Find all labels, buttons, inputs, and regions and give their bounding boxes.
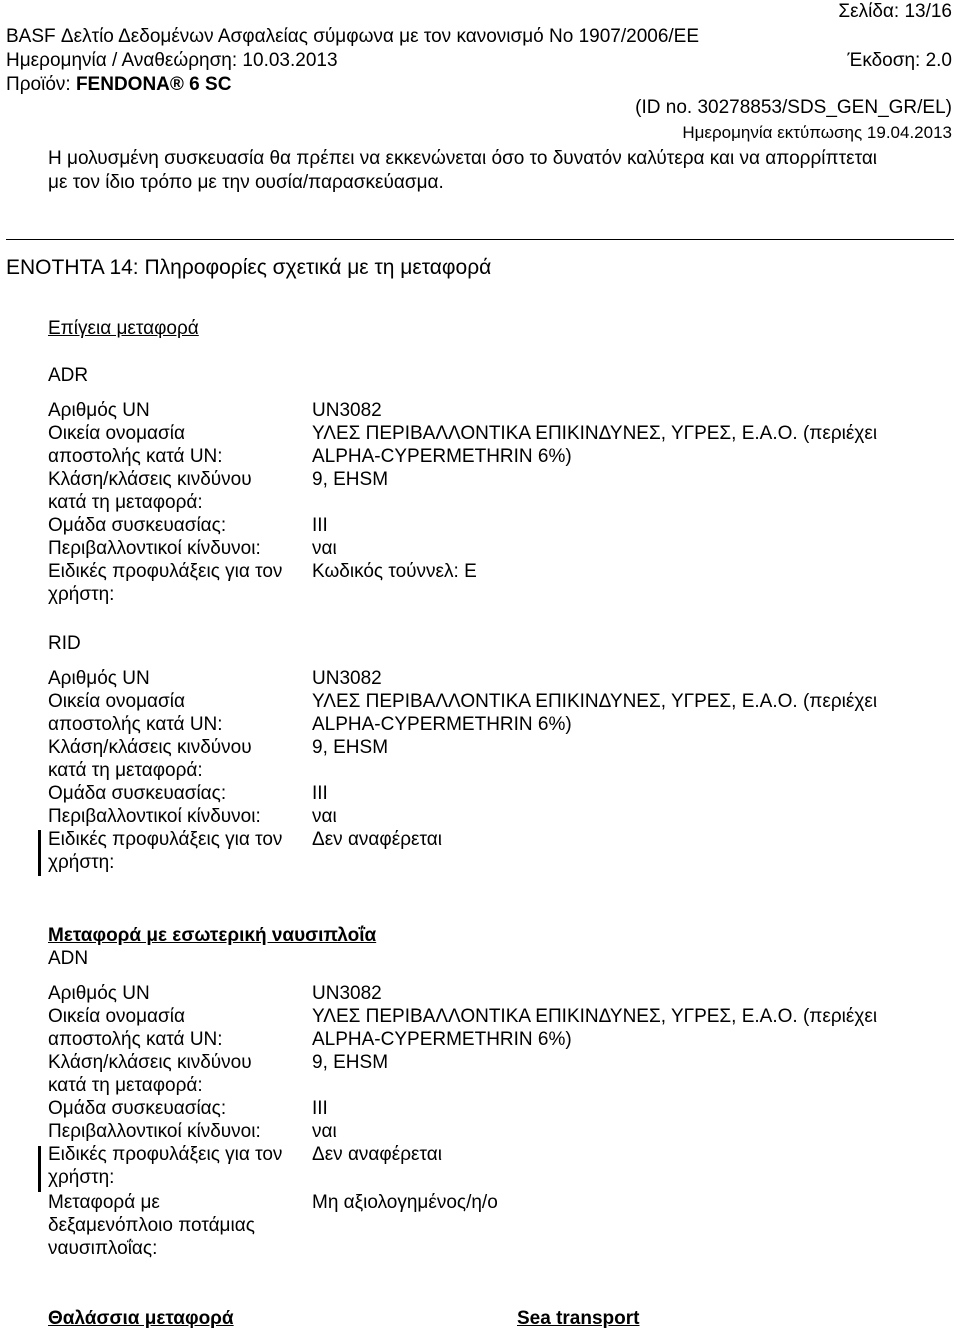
inland-transport-title: Μεταφορά με εσωτερική ναυσιπλοΐα [48,925,377,946]
adn-ship-value-1: ΥΛΕΣ ΠΕΡΙΒΑΛΛΟΝΤΙΚΑ ΕΠΙΚΙΝΔΥΝΕΣ, ΥΓΡΕΣ, Ε.Α.Ο. (περιέχει [312,1006,878,1027]
adr-env-label: Περιβαλλοντικοί κίνδυνοι: [48,538,261,559]
adr-ship-label-1: Οικεία ονομασία [48,423,185,444]
rid-class-label-2: κατά τη μεταφορά: [48,760,203,781]
adr-special-label-2: χρήστη: [48,584,115,605]
rid-env-row [48,805,948,828]
id-number: (ID no. 30278853/SDS_GEN_GR/EL) [635,97,952,118]
revision-bar [38,830,41,876]
adr-ship-value-2: ALPHA-CYPERMETHRIN 6%) [312,446,572,467]
rid-ship-label-1: Οικεία ονομασία [48,691,185,712]
adn-tank-label-3: ναυσιπλοΐας: [48,1238,158,1259]
adn-un-row [48,982,948,1005]
revision-bar [38,1146,41,1192]
adn-env-label: Περιβαλλοντικοί κίνδυνοι: [48,1121,261,1142]
rid-ship-value-2: ALPHA-CYPERMETHRIN 6%) [312,714,572,735]
sea-transport-title-en: Sea transport [517,1308,640,1329]
adn-table [48,982,948,1260]
adn-ship-row [48,1005,948,1051]
adn-special-label-1: Ειδικές προφυλάξεις για τον [48,1144,283,1165]
rid-class-label-1: Κλάση/κλάσεις κινδύνου [48,737,252,758]
product-name: FENDONA® 6 SC [75,74,232,95]
page-number: Σελίδα: 13/16 [838,1,952,22]
rid-special-label-2: χρήστη: [48,852,115,873]
rid-table [48,667,948,874]
section-divider [6,239,954,240]
adr-class-label-2: κατά τη μεταφορά: [48,492,203,513]
adr-class-row [48,468,948,514]
intro-line-1: Η μολυσμένη συσκευασία θα πρέπει να εκκενώνεται όσο το δυνατόν καλύτερα και να απορρίπτεται [48,148,878,169]
product-label: Προϊόν: [6,74,71,95]
adr-heading: ADR [48,365,89,386]
rid-un-value: UN3082 [312,668,382,689]
rid-ship-value-1: ΥΛΕΣ ΠΕΡΙΒΑΛΛΟΝΤΙΚΑ ΕΠΙΚΙΝΔΥΝΕΣ, ΥΓΡΕΣ, Ε.Α.Ο. (περιέχει [312,691,878,712]
document-title: BASF Δελτίο Δεδομένων Ασφαλείας σύμφωνα με τον κανονισμό Νο 1907/2006/ΕΕ [6,26,700,47]
rid-un-row [48,667,948,690]
revision-date: Ημερομηνία / Αναθεώρηση: 10.03.2013 [6,50,338,71]
adn-un-label: Αριθμός UN [48,983,150,1004]
adn-pack-row [48,1097,948,1120]
adn-env-row [48,1120,948,1143]
adr-ship-value-1: ΥΛΕΣ ΠΕΡΙΒΑΛΛΟΝΤΙΚΑ ΕΠΙΚΙΝΔΥΝΕΣ, ΥΓΡΕΣ, Ε.Α.Ο. (περιέχει [312,423,878,444]
rid-pack-row [48,782,948,805]
adr-class-label-1: Κλάση/κλάσεις κινδύνου [48,469,252,490]
adr-un-row [48,399,948,422]
adr-special-row [48,560,948,606]
section-title: ΕΝΟΤΗΤΑ 14: Πληροφορίες σχετικά με τη μεταφορά [6,256,492,279]
rid-un-label: Αριθμός UN [48,668,150,689]
land-transport-title: Επίγεια μεταφορά [48,318,199,339]
adn-tank-label-2: δεξαμενόπλοιο ποτάμιας [48,1215,255,1236]
adr-class-value: 9, EHSM [312,469,389,490]
adr-special-label-1: Ειδικές προφυλάξεις για τον [48,561,283,582]
rid-class-value: 9, EHSM [312,737,389,758]
rid-pack-value: III [312,783,328,804]
adn-class-value: 9, EHSM [312,1052,389,1073]
adr-env-value: ναι [312,538,337,559]
adr-ship-row [48,422,948,468]
adr-special-value: Κωδικός τούννελ: E [312,561,477,582]
adr-env-row [48,537,948,560]
adn-tank-value: Μη αξιολογημένος/η/ο [312,1192,498,1213]
adn-un-value: UN3082 [312,983,382,1004]
adr-pack-label: Ομάδα συσκευασίας: [48,515,227,536]
adn-ship-value-2: ALPHA-CYPERMETHRIN 6%) [312,1029,572,1050]
adn-pack-label: Ομάδα συσκευασίας: [48,1098,227,1119]
rid-heading: RID [48,633,81,654]
adn-class-label-1: Κλάση/κλάσεις κινδύνου [48,1052,252,1073]
rid-special-row [48,828,948,874]
adr-pack-row [48,514,948,537]
adr-ship-label-2: αποστολής κατά UN: [48,446,223,467]
adr-pack-value: III [312,515,328,536]
adn-ship-label-1: Οικεία ονομασία [48,1006,185,1027]
rid-special-value: Δεν αναφέρεται [312,829,442,850]
adr-un-label: Αριθμός UN [48,400,150,421]
rid-ship-row [48,690,948,736]
sea-transport-title-gr: Θαλάσσια μεταφορά [48,1308,234,1329]
adn-special-row [48,1143,948,1189]
intro-line-2: με τον ίδιο τρόπο με την ουσία/παρασκεύασμα. [48,172,444,193]
rid-pack-label: Ομάδα συσκευασίας: [48,783,227,804]
product-line [6,73,231,96]
adn-special-label-2: χρήστη: [48,1167,115,1188]
rid-ship-label-2: αποστολής κατά UN: [48,714,223,735]
adn-heading: ADN [48,948,89,969]
print-date: Ημερομηνία εκτύπωσης 19.04.2013 [682,123,952,142]
adn-env-value: ναι [312,1121,337,1142]
adn-class-label-2: κατά τη μεταφορά: [48,1075,203,1096]
rid-special-label-1: Ειδικές προφυλάξεις για τον [48,829,283,850]
adr-table [48,399,948,606]
rid-env-value: ναι [312,806,337,827]
adn-pack-value: III [312,1098,328,1119]
adr-un-value: UN3082 [312,400,382,421]
adn-tank-label-1: Μεταφορά με [48,1192,160,1213]
rid-class-row [48,736,948,782]
adn-special-value: Δεν αναφέρεται [312,1144,442,1165]
edition: Έκδοση: 2.0 [847,50,952,71]
rid-env-label: Περιβαλλοντικοί κίνδυνοι: [48,806,261,827]
adn-tank-row [48,1191,948,1260]
adn-class-row [48,1051,948,1097]
adn-ship-label-2: αποστολής κατά UN: [48,1029,223,1050]
